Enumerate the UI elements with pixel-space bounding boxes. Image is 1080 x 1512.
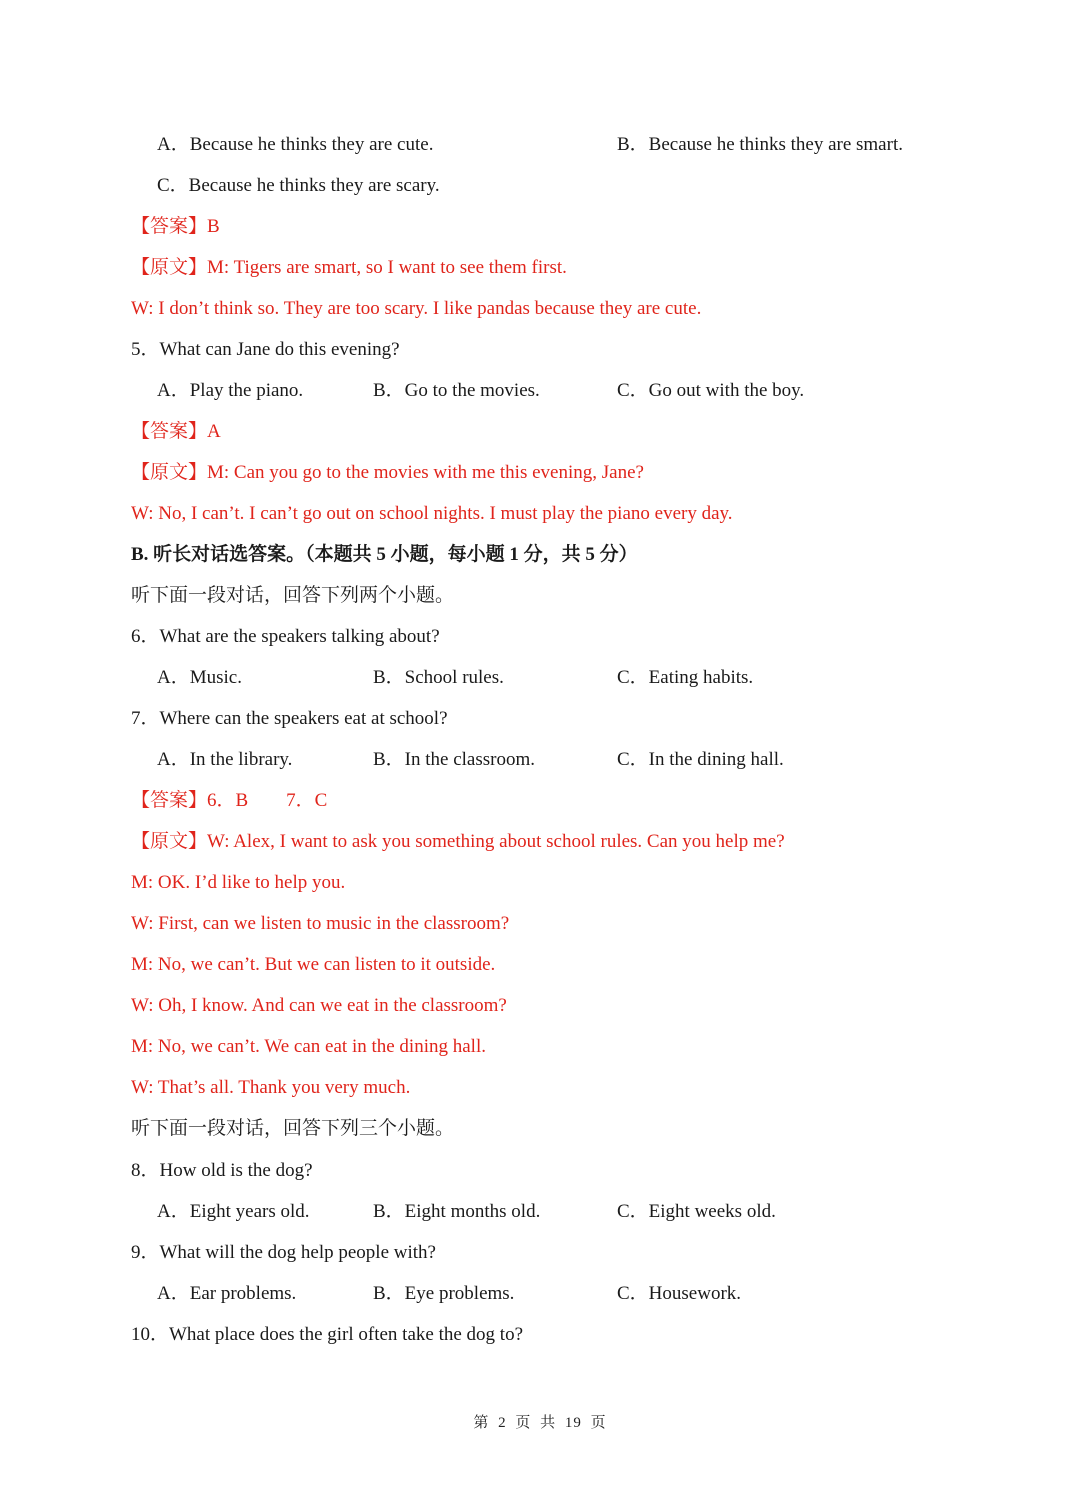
q9-option-b: B．Eye problems. bbox=[373, 1283, 515, 1304]
q8-option-c: C．Eight weeks old. bbox=[617, 1201, 776, 1222]
q6-7-transcript-line: M: No, we can’t. But we can listen to it outside. bbox=[131, 954, 496, 975]
q5-option-c: C．Go out with the boy. bbox=[617, 380, 805, 401]
q7-option-c: C．In the dining hall. bbox=[617, 749, 784, 770]
footer-total-pages: 19 bbox=[564, 1415, 582, 1431]
footer-prefix: 第 bbox=[473, 1415, 490, 1431]
q5-answer: 【答案】A bbox=[131, 421, 221, 442]
q4-transcript-line: W: I don’t think so. They are too scary. I like pandas because they are cute. bbox=[131, 298, 702, 319]
q6-7-transcript-line: 【原文】W: Alex, I want to ask you something about school rules. Can you help me? bbox=[131, 831, 785, 852]
q4-option-c: C．Because he thinks they are scary. bbox=[157, 175, 440, 196]
page-footer bbox=[0, 1411, 1080, 1432]
q9-option-c: C．Housework. bbox=[617, 1283, 742, 1304]
q8-question: 8．How old is the dog? bbox=[131, 1160, 313, 1181]
footer-total-label: 共 bbox=[540, 1415, 557, 1431]
q8-option-b: B．Eight months old. bbox=[373, 1201, 541, 1222]
q4-option-a: A．Because he thinks they are cute. bbox=[157, 134, 434, 155]
q6-option-a: A．Music. bbox=[157, 667, 242, 688]
q7-option-a: A．In the library. bbox=[157, 749, 293, 770]
q6-7-transcript-line: M: OK. I’d like to help you. bbox=[131, 872, 346, 893]
footer-page-number: 2 bbox=[498, 1415, 507, 1431]
q9-option-a: A．Ear problems. bbox=[157, 1283, 297, 1304]
section-b-intro-1: 听下面一段对话，回答下列两个小题。 bbox=[131, 585, 455, 606]
q4-option-b: B．Because he thinks they are smart. bbox=[617, 134, 903, 155]
q6-7-transcript-line: W: That’s all. Thank you very much. bbox=[131, 1077, 411, 1098]
q4-transcript-line: 【原文】M: Tigers are smart, so I want to see them first. bbox=[131, 257, 567, 278]
q5-transcript-line: 【原文】M: Can you go to the movies with me this evening, Jane? bbox=[131, 462, 644, 483]
footer-page-label: 页 bbox=[515, 1415, 532, 1431]
section-b-intro-2: 听下面一段对话，回答下列三个小题。 bbox=[131, 1118, 455, 1139]
footer-suffix: 页 bbox=[590, 1415, 607, 1431]
q7-question: 7．Where can the speakers eat at school? bbox=[131, 708, 448, 729]
q6-7-answer: 【答案】6．B 7．C bbox=[131, 790, 328, 811]
q5-question: 5．What can Jane do this evening? bbox=[131, 339, 400, 360]
q7-option-b: B．In the classroom. bbox=[373, 749, 536, 770]
q6-7-transcript-line: W: First, can we listen to music in the classroom? bbox=[131, 913, 510, 934]
q6-question: 6．What are the speakers talking about? bbox=[131, 626, 440, 647]
q5-option-b: B．Go to the movies. bbox=[373, 380, 540, 401]
q8-option-a: A．Eight years old. bbox=[157, 1201, 310, 1222]
q6-7-transcript-line: M: No, we can’t. We can eat in the dining hall. bbox=[131, 1036, 486, 1057]
q5-option-a: A．Play the piano. bbox=[157, 380, 304, 401]
q6-7-transcript-line: W: Oh, I know. And can we eat in the classroom? bbox=[131, 995, 507, 1016]
q4-answer: 【答案】B bbox=[131, 216, 220, 237]
q5-transcript-line: W: No, I can’t. I can’t go out on school nights. I must play the piano every day. bbox=[131, 503, 733, 524]
section-b-title: B. 听长对话选答案。（本题共 5 小题，每小题 1 分，共 5 分） bbox=[131, 544, 638, 565]
q6-option-b: B．School rules. bbox=[373, 667, 504, 688]
q10-question: 10．What place does the girl often take the dog to? bbox=[131, 1324, 524, 1345]
q6-option-c: C．Eating habits. bbox=[617, 667, 754, 688]
q9-question: 9．What will the dog help people with? bbox=[131, 1242, 436, 1263]
